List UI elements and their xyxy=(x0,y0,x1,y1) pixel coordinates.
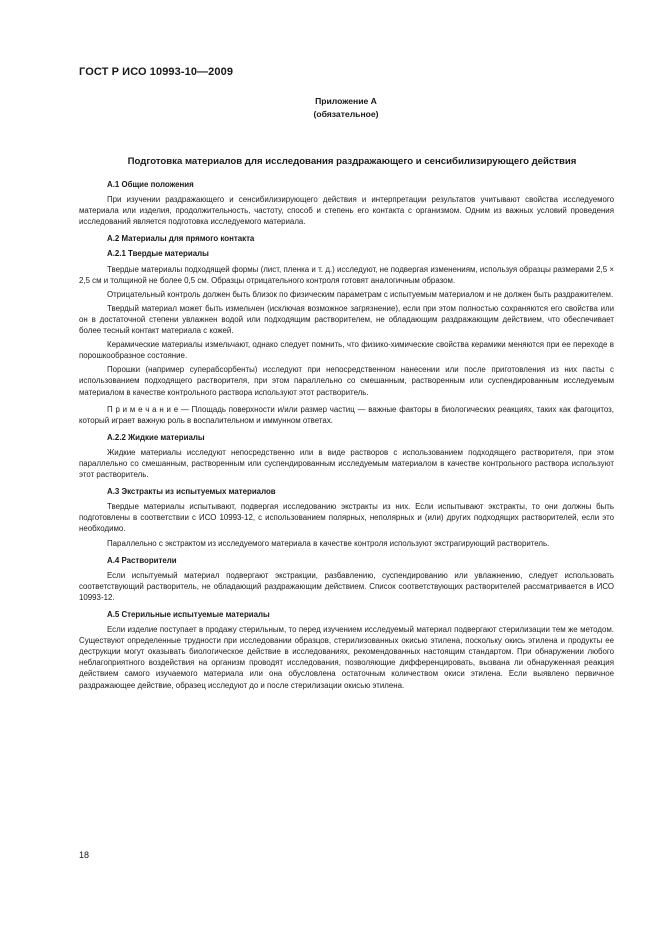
appendix-title: Подготовка материалов для исследования раздражающего и сенсибилизирующего действия xyxy=(127,156,577,167)
paragraph: При изучении раздражающего и сенсибилизирующего действия и интерпретации результатов учитывают свойства исследуемого материала или изделия, продолжительность, частоту, способ и степень его контакта с организмом. Одним из важных условий проведения исследований является подготовка исследуемого материала. xyxy=(79,195,614,227)
paragraph: Жидкие материалы исследуют непосредственно или в виде растворов с использованием подходящего растворителя, при этом параллельно со смешанным, растворенным или суспендированным исследуемым материалом в качестве контрольного раствора используют этот растворитель. xyxy=(79,447,614,480)
paragraph: Твердые материалы подходящей формы (лист, пленка и т. д.) исследуют, не подвергая изменениям, используя образцы размерами 2,5 × 2,5 см и толщиной не более 0,5 см. Образцы отрицательного контроля готовят аналогичным образом. xyxy=(79,264,614,285)
paragraph: Параллельно с экстрактом из исследуемого материала в качестве контроля используют экстрагирующий растворитель. xyxy=(107,538,550,548)
section-heading-a2: А.2 Материалы для прямого контакта xyxy=(107,234,255,244)
document-body xyxy=(79,177,614,694)
paragraph: Твердый материал может быть измельчен (исключая возможное загрязнение), если при этом полностью сохраняются его свойства или он в достаточной степени увлажнен водой или подходящим растворителем, не обладающим раздражающим действием, что обеспечивает более тесный контакт материала с кожей. xyxy=(79,303,614,336)
paragraph: Отрицательный контроль должен быть близок по физическим параметрам с испытуемым материалом и не должен быть раздражителем. xyxy=(107,289,614,299)
appendix-status: (обязательное) xyxy=(313,109,379,119)
subsection-heading-a21: А.2.1 Твердые материалы xyxy=(107,249,209,259)
section-heading-a5: А.5 Стерильные испытуемые материалы xyxy=(107,610,270,619)
subsection-heading-a22: А.2.2 Жидкие материалы xyxy=(107,432,205,442)
paragraph: Если испытуемый материал подвергают экстракции, разбавлению, суспендированию или увлажнению, следует использовать соответствующий растворитель, не обладающий раздражающим действием. Список соответствующих растворителей рассматривается в ИСО 10993-12. xyxy=(79,570,614,602)
paragraph: Керамические материалы измельчают, однако следует помнить, что физико-химические свойства керамики меняются при ее переходе в порошкообразное состояние. xyxy=(79,340,614,361)
paragraph: Порошки (например суперабсорбенты) исследуют при непосредственном нанесении или после приготовления из них пасты с использованием подходящего растворителя, при этом параллельно со смешанным, растворенным или суспендированным исследуемым материалом в качестве контрольного раствора используют этот растворитель. xyxy=(79,365,614,397)
page-number: 18 xyxy=(79,850,90,860)
section-heading-a3: А.3 Экстракты из испытуемых материалов xyxy=(107,487,276,497)
appendix-label: Приложение А xyxy=(315,96,377,106)
paragraph: Твердые материалы испытывают, подвергая исследованию экстракты из них. Если испытывают экстракты, то они должны быть подготовлены в соответствии с ИСО 10993-12, с использованием полярных, неполярных и (или) других подходящих растворителей, если это необходимо. xyxy=(79,502,614,534)
section-heading-a4: А.4 Растворители xyxy=(107,555,177,565)
note: П р и м е ч а н и е — Площадь поверхности и/или размер частиц — важные факторы в биологических реакциях, таких как фагоцитоз, который играет важную роль в воспалительном и иммунном ответах. xyxy=(79,404,614,425)
document-code: ГОСТ Р ИСО 10993-10—2009 xyxy=(79,66,234,78)
paragraph: Если изделие поступает в продажу стерильным, то перед изучением исследуемый материал подвергают стерилизации тем же методом. Существуют определенные трудности при исследовании образцов, стерилизованных окисью этилена, поскольку окись этилена и продукты ее деструкции могут оказывать биологическое действие в исследованиях, рекомендованных настоящим стандартом. При обнаружении любого неблагоприятного воздействия на организм проводят исследования, позволяющие дифференцировать, вызвана ли обнаруженная реакция действием самого изучаемого материала или она обусловлена остаточным количеством окиси этилена. Если выявлено первичное раздражающее действие, образец исследуют до и после стерилизации окисью этилена. xyxy=(79,625,614,690)
section-heading-a1: А.1 Общие положения xyxy=(107,180,194,189)
appendix-heading xyxy=(200,95,492,121)
